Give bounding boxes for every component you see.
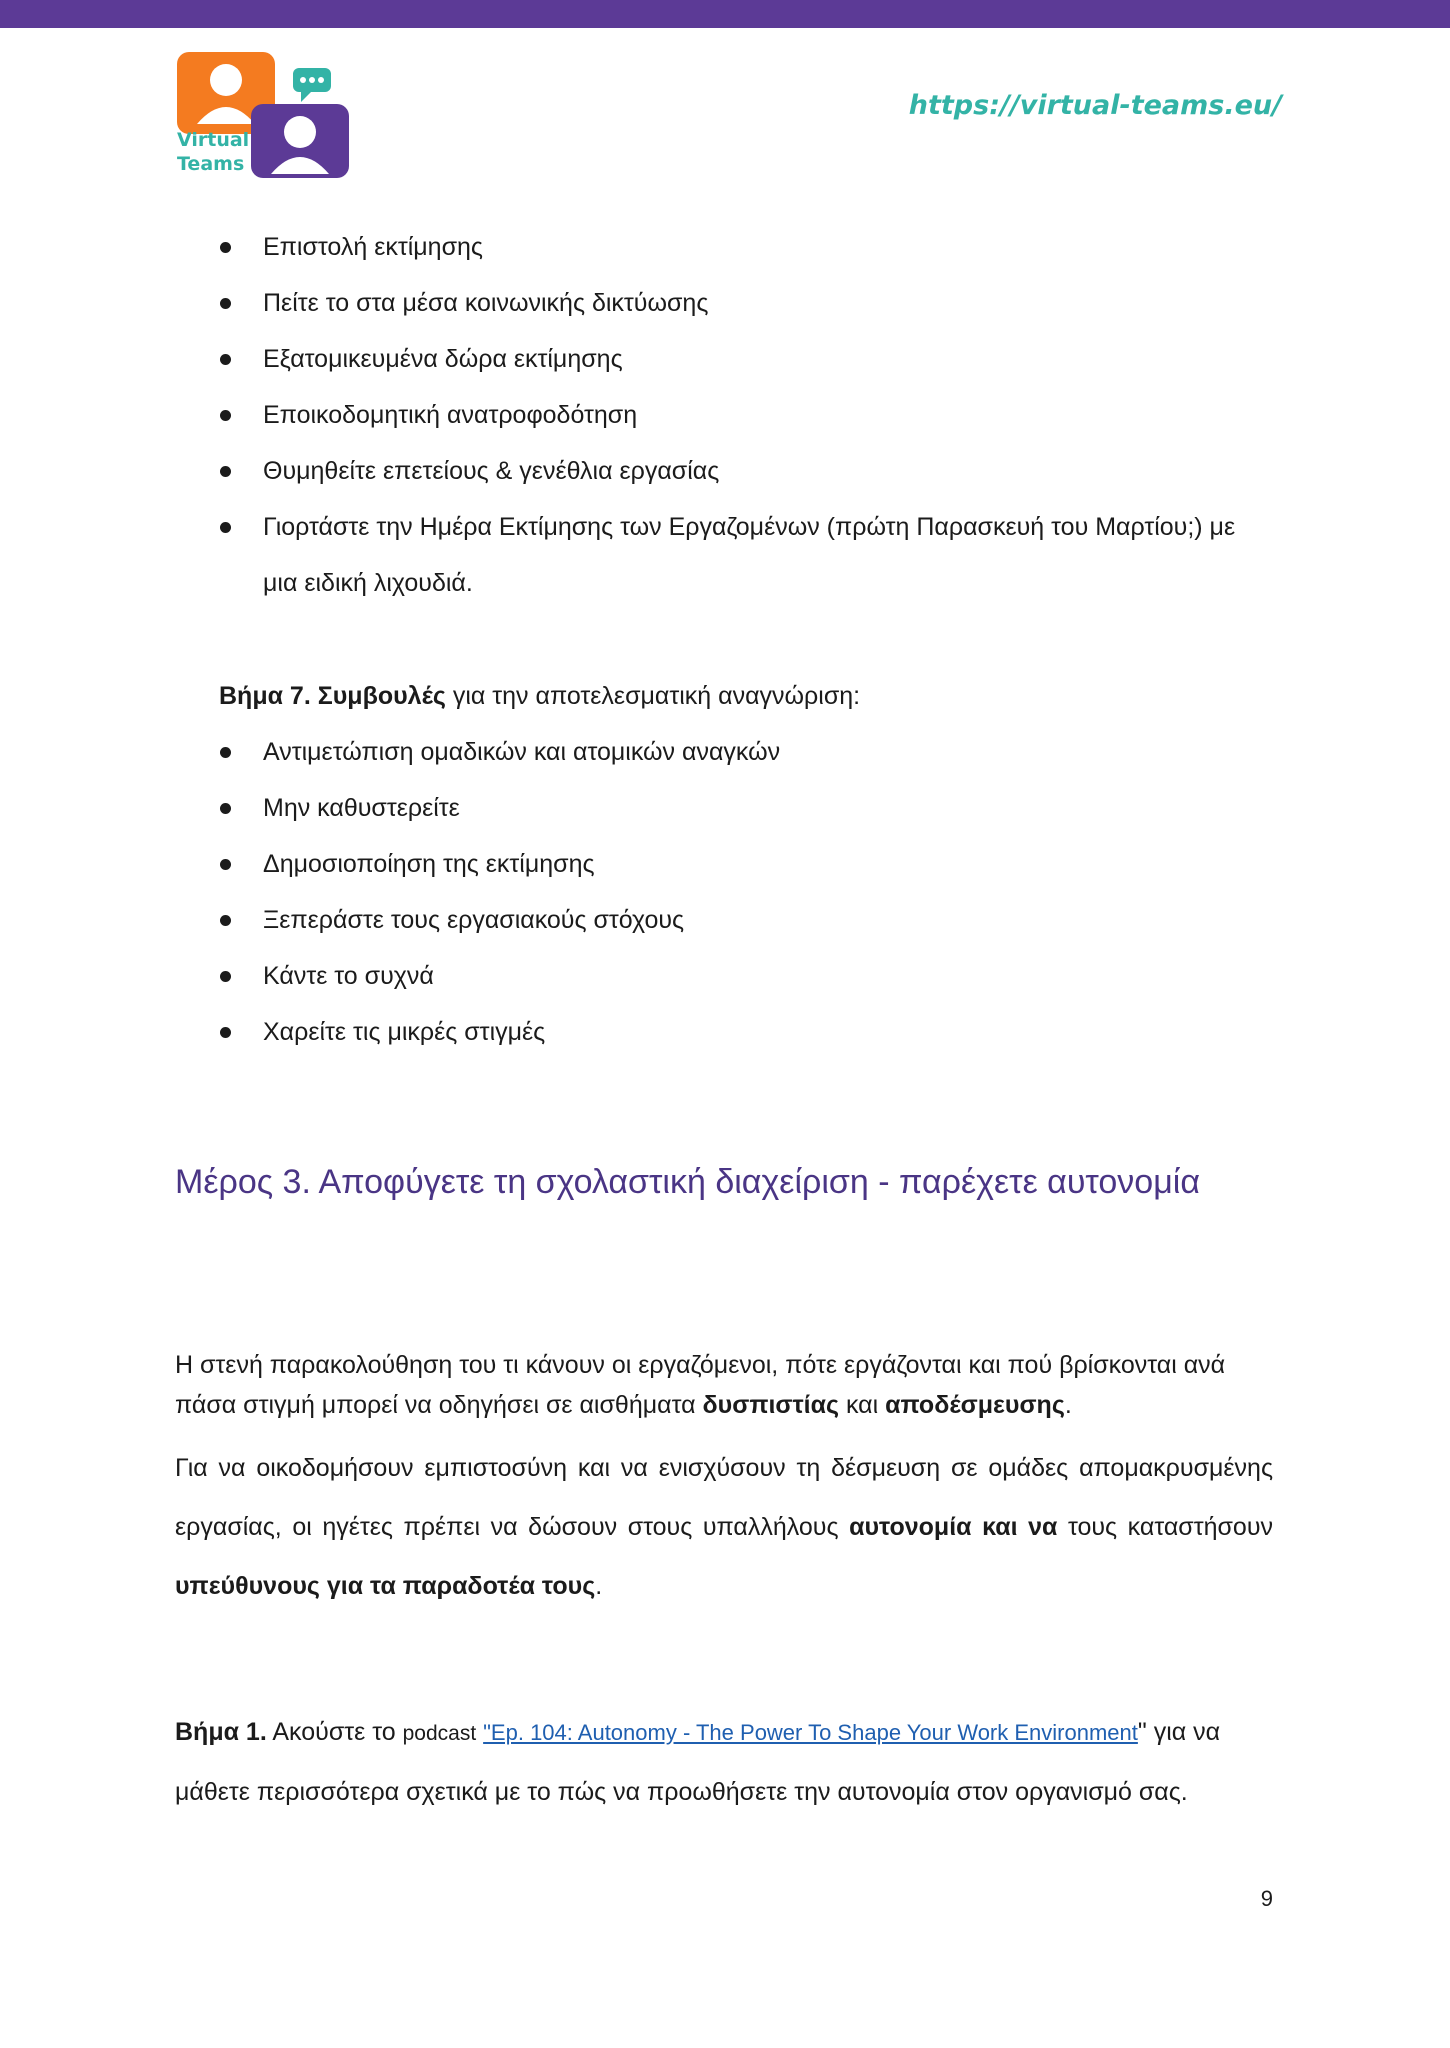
paragraph: Η στενή παρακολούθηση του τι κάνουν οι εργαζόμενοι, πότε εργάζονται και πού βρίσκονται ανά πάσα στιγμή μπορεί να οδηγήσει σε αισθήματα δυσπιστίας και αποδέσμευσης.	[175, 1351, 1226, 1419]
bullet-icon	[220, 410, 231, 421]
svg-text:Virtual: Virtual	[177, 129, 250, 151]
list-item: Εξατομικευμένα δώρα εκτίμησης	[0, 331, 1450, 387]
step-1-paragraph: Βήμα 1. Ακούστε το podcast "Ep. 104: Autonomy - The Power To Shape Your Work Environment" για να μάθετε περισσότερα σχετικά με το πώς να προωθήσετε την αυτονομία στον οργανισμό σας.	[175, 1718, 1221, 1806]
list-item: Θυμηθείτε επετείους & γενέθλια εργασίας	[0, 443, 1450, 499]
svg-text:Teams: Teams	[177, 153, 245, 175]
bullet-icon	[220, 466, 231, 477]
bullet-icon	[220, 915, 231, 926]
list-item: Δημοσιοποίηση της εκτίμησης	[0, 836, 1450, 892]
page-number: 9	[1260, 1886, 1273, 1911]
bullet-icon	[220, 859, 231, 870]
bullet-icon	[220, 971, 231, 982]
bullet-icon	[220, 354, 231, 365]
podcast-link[interactable]: "Ep. 104: Autonomy - The Power To Shape Your Work Environment	[483, 1720, 1138, 1745]
bullet-icon	[220, 803, 231, 814]
list-item: Πείτε το στα μέσα κοινωνικής δικτύωσης	[0, 275, 1450, 331]
section-title: Μέρος 3. Αποφύγετε τη σχολαστική διαχείριση - παρέχετε αυτονομία	[175, 1163, 1200, 1201]
site-url: https://virtual-teams.eu/	[908, 90, 1282, 121]
virtual-teams-logo	[177, 52, 355, 178]
list-item: Μην καθυστερείτε	[0, 780, 1450, 836]
list-item: Γιορτάστε την Ημέρα Εκτίμησης των Εργαζομένων (πρώτη Παρασκευή του Μαρτίου;) με μια ειδική λιχουδιά.	[0, 499, 1450, 611]
bullet-icon	[220, 1027, 231, 1038]
list-item: Εποικοδομητική ανατροφοδότηση	[0, 387, 1450, 443]
tips-list	[0, 724, 1450, 1060]
list-item: Επιστολή εκτίμησης	[0, 219, 1450, 275]
bullet-icon	[220, 522, 231, 533]
list-item: Κάντε το συχνά	[0, 948, 1450, 1004]
step-7-heading: Βήμα 7. Συμβουλές για την αποτελεσματική αναγνώριση:	[219, 682, 861, 710]
list-item: Αντιμετώπιση ομαδικών και ατομικών αναγκών	[0, 724, 1450, 780]
list-item: Ξεπεράστε τους εργασιακούς στόχους	[0, 892, 1450, 948]
list-item: Χαρείτε τις μικρές στιγμές	[0, 1004, 1450, 1060]
bullet-icon	[220, 242, 231, 253]
bullet-icon	[220, 298, 231, 309]
header-bar	[0, 0, 1450, 28]
bullet-icon	[220, 747, 231, 758]
appreciation-list	[0, 219, 1450, 611]
paragraph: Για να οικοδομήσουν εμπιστοσύνη και να ενισχύσουν τη δέσμευση σε ομάδες απομακρυσμένης εργασίας, οι ηγέτες πρέπει να δώσουν στους υπαλλήλους αυτονομία και να τους καταστήσουν υπεύθυνους για τα παραδοτέα τους.	[175, 1454, 1274, 1600]
